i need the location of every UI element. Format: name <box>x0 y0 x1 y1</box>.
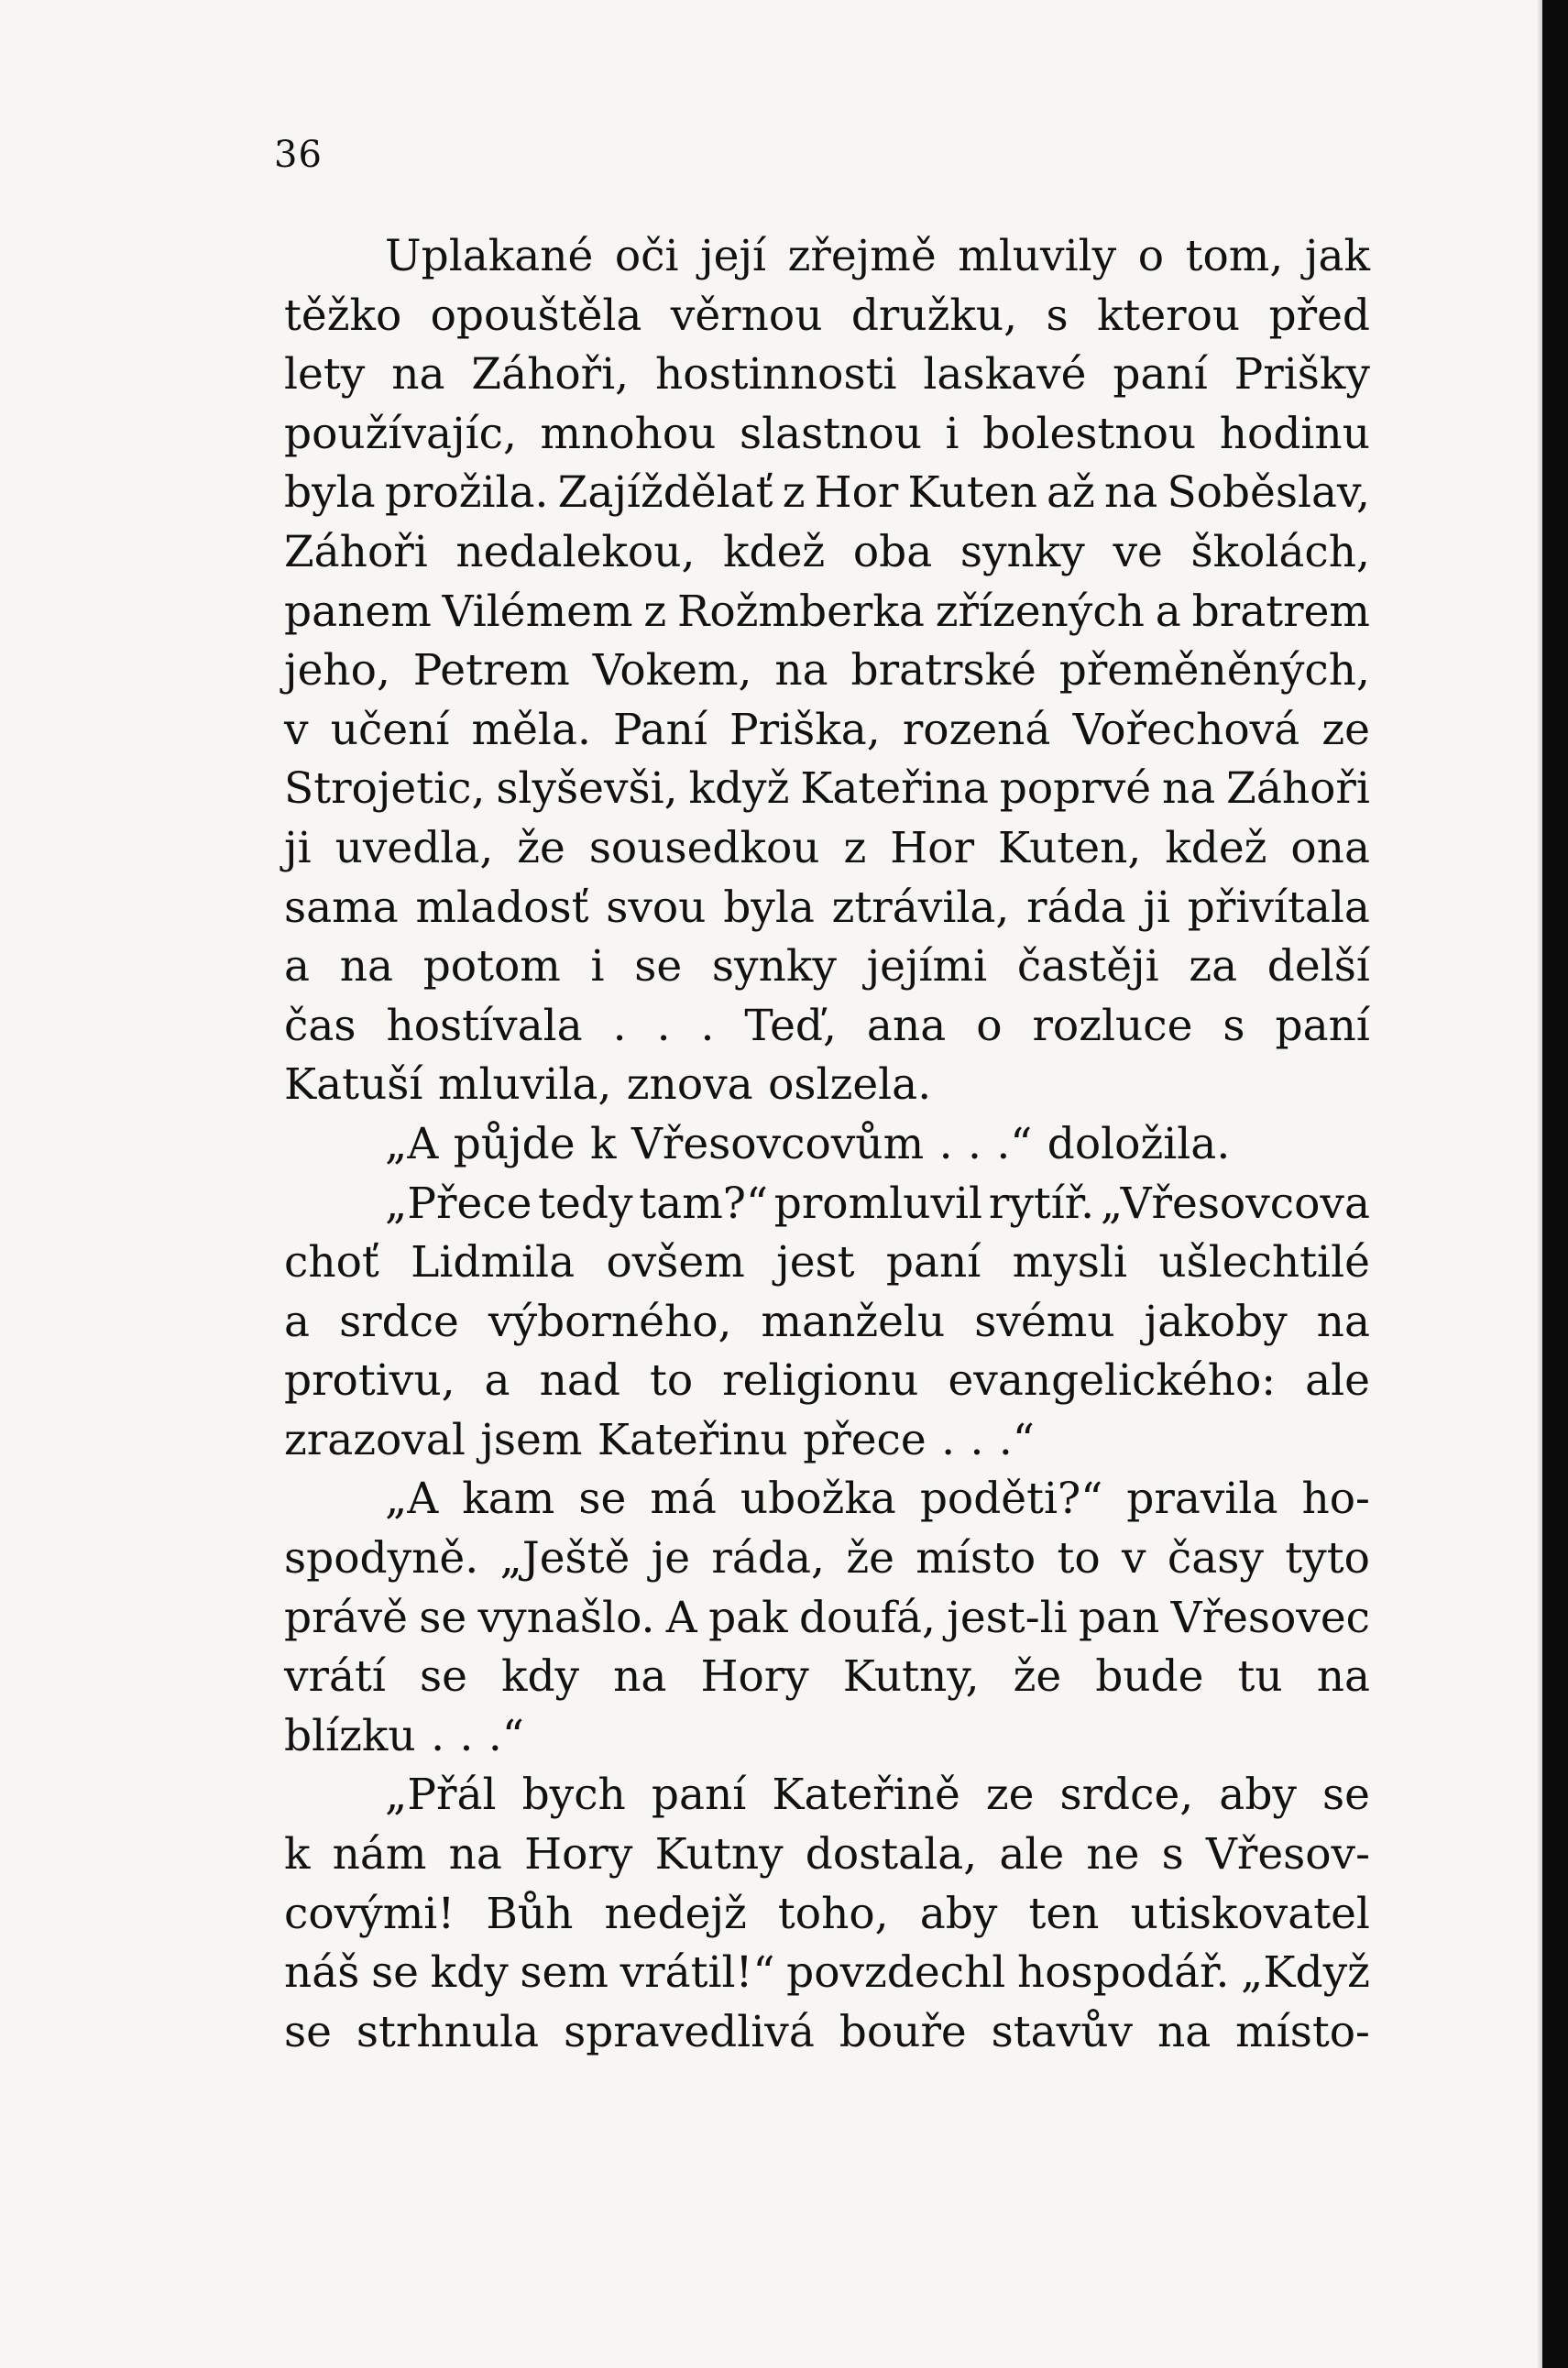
word: znova <box>626 1059 753 1111</box>
word: zřejmě <box>787 231 937 281</box>
word: jejími <box>866 941 988 992</box>
text-line <box>284 1944 1370 2003</box>
word: pravila <box>1126 1474 1278 1525</box>
word: před <box>1268 290 1370 341</box>
text-line <box>284 701 1370 761</box>
word: Záhoři, <box>471 349 630 400</box>
word: používajíc, <box>284 408 517 459</box>
word: Vřesov- <box>1205 1829 1370 1880</box>
word: „Vřesovcova <box>1100 1178 1370 1229</box>
word: Uplakané <box>385 231 594 281</box>
text-line <box>284 1411 1370 1471</box>
word: paní <box>1275 1000 1370 1051</box>
word: na <box>1157 2006 1212 2057</box>
word: synky <box>711 941 837 992</box>
word: náš <box>284 1947 360 1999</box>
word: kdy <box>500 1651 580 1703</box>
text-line <box>284 1470 1370 1529</box>
word: družku, <box>850 290 1018 341</box>
word: se <box>1322 1770 1370 1821</box>
word: bouře <box>839 2006 967 2057</box>
text-line <box>284 287 1370 346</box>
word: ne <box>1086 1829 1140 1880</box>
word: vrátil!“ <box>620 1947 775 1999</box>
word: Vřesovec <box>1170 1592 1370 1643</box>
word: s <box>1161 1829 1184 1880</box>
word: s <box>1223 1000 1245 1051</box>
word: ze <box>1321 704 1370 755</box>
word: Lidmila <box>411 1237 576 1288</box>
word: synky <box>959 526 1085 577</box>
word: . <box>938 1118 953 1169</box>
page-number: 36 <box>274 134 323 176</box>
word: mnohou <box>540 408 717 459</box>
word: ve <box>1113 526 1163 577</box>
text-line <box>284 1233 1370 1293</box>
word: na <box>1316 1296 1370 1347</box>
word: kdež <box>723 526 826 577</box>
text-line <box>284 997 1370 1057</box>
word: religionu <box>722 1355 919 1407</box>
text-line <box>284 1352 1370 1411</box>
text-line <box>284 1056 1370 1115</box>
word: těžko <box>284 290 402 341</box>
word: „Ještě <box>499 1533 630 1584</box>
word: na <box>1161 763 1216 815</box>
word: protivu, <box>284 1355 455 1407</box>
word: nedejž <box>604 1888 747 1939</box>
word: toho, <box>777 1888 889 1939</box>
word: v <box>1122 1533 1146 1584</box>
word: svému <box>974 1296 1115 1347</box>
word: slyševši, <box>496 763 678 815</box>
word: Kuten, <box>998 822 1142 873</box>
word: jakoby <box>1144 1296 1288 1347</box>
word: zřízených <box>935 586 1145 637</box>
word: „A <box>385 1474 439 1525</box>
word: .“ <box>996 1118 1033 1169</box>
word: Hory <box>524 1829 633 1880</box>
word: blízku <box>284 1710 416 1761</box>
word: aby <box>919 1888 998 1939</box>
word: utiskovatel <box>1130 1888 1370 1939</box>
word: jak <box>1304 231 1370 281</box>
word: kdy <box>430 1947 509 1999</box>
word: to <box>649 1355 694 1407</box>
word: opouštěla <box>430 290 642 341</box>
word: . <box>431 1710 445 1761</box>
word: mysli <box>1012 1237 1127 1288</box>
word: Záhoři <box>284 526 428 577</box>
word: A <box>665 1592 697 1643</box>
word: . <box>970 1414 984 1465</box>
word: na <box>339 941 394 992</box>
word: oslzela. <box>768 1059 932 1111</box>
word: uvedla, <box>334 822 494 873</box>
word: Vořechová <box>1072 704 1300 755</box>
word: o <box>976 1000 1003 1051</box>
text-line <box>284 1175 1370 1234</box>
word: má <box>650 1474 717 1525</box>
text-line <box>284 937 1370 997</box>
word: až <box>1047 467 1095 519</box>
word: byla <box>284 467 376 519</box>
word: laskavé <box>923 349 1087 400</box>
text-line <box>284 1885 1370 1945</box>
word: školách, <box>1190 526 1370 577</box>
text-line <box>284 819 1370 879</box>
word: delší <box>1266 941 1370 992</box>
word: bolestnou <box>982 408 1197 459</box>
word: povzdechl <box>786 1947 1006 1999</box>
text-line <box>284 1766 1370 1825</box>
word: sem <box>520 1947 609 1999</box>
word: Katuší <box>284 1059 423 1111</box>
word: bych <box>521 1770 626 1821</box>
word: jeho, <box>284 645 390 696</box>
word: potom <box>422 941 561 992</box>
word: věrnou <box>670 290 823 341</box>
word: ráda <box>1026 882 1126 933</box>
word: se <box>284 2006 332 2057</box>
text-line <box>284 227 1370 287</box>
word: ovšem <box>606 1237 745 1288</box>
word: místo- <box>1235 2006 1370 2057</box>
word: Kateřinu <box>597 1414 788 1465</box>
word: manželu <box>761 1296 946 1347</box>
word: tyto <box>1285 1533 1370 1584</box>
word: pan <box>1078 1592 1160 1643</box>
word: že <box>1013 1651 1062 1703</box>
text-line <box>284 760 1370 819</box>
word: se <box>420 1651 467 1703</box>
word: ztrávila, <box>831 882 1010 933</box>
word: zrazoval <box>284 1414 466 1465</box>
word: sama <box>284 882 399 933</box>
word: covými! <box>284 1888 455 1939</box>
word: z <box>643 586 667 637</box>
text-line <box>284 1648 1370 1707</box>
word: jest <box>776 1237 855 1288</box>
word: spodyně. <box>284 1533 479 1584</box>
word: prožila. <box>384 467 549 519</box>
word: učení <box>330 704 450 755</box>
word: vrátí <box>284 1651 386 1703</box>
word: Bůh <box>486 1888 574 1939</box>
word: Záhoři <box>1226 763 1370 815</box>
word: tu <box>1237 1651 1283 1703</box>
word: .“ <box>488 1710 524 1761</box>
word: „Přece <box>385 1178 532 1229</box>
word: výborného, <box>488 1296 732 1347</box>
text-line <box>284 1115 1370 1175</box>
word: mladosť <box>415 882 589 933</box>
word: . <box>700 1000 715 1051</box>
word: rytíř. <box>988 1178 1095 1229</box>
word: hodinu <box>1219 408 1370 459</box>
word: jest-li <box>947 1592 1068 1643</box>
word: Priška, <box>729 704 881 755</box>
word: hostinnosti <box>655 349 897 400</box>
word: měla. <box>471 704 591 755</box>
word: se <box>419 1592 467 1643</box>
word: kterou <box>1096 290 1241 341</box>
word: .“ <box>998 1414 1035 1465</box>
word: lety <box>284 349 366 400</box>
word: v <box>284 704 309 755</box>
word: stavův <box>991 2006 1134 2057</box>
word: tam?“ <box>639 1178 768 1229</box>
word: Kuten <box>907 467 1037 519</box>
word: Soběslav, <box>1167 467 1370 519</box>
word: je <box>651 1533 691 1584</box>
word: slastnou <box>739 408 922 459</box>
word: srdce <box>339 1296 459 1347</box>
word: svou <box>606 882 707 933</box>
word: oba <box>852 526 933 577</box>
text-line <box>284 1707 1370 1767</box>
word: Teď, <box>744 1000 837 1051</box>
word: ze <box>985 1770 1035 1821</box>
word: to <box>1057 1533 1101 1584</box>
word: i <box>590 941 605 992</box>
word: místo <box>916 1533 1036 1584</box>
word: se <box>578 1474 627 1525</box>
word: a <box>284 941 311 992</box>
word: srdce, <box>1059 1770 1194 1821</box>
word: evangelického: <box>948 1355 1277 1407</box>
word: i <box>945 408 959 459</box>
word: rozená <box>902 704 1051 755</box>
word: o <box>1137 231 1165 281</box>
text-line <box>284 641 1370 701</box>
word: na <box>1103 467 1158 519</box>
word: k <box>284 1829 311 1880</box>
word: choť <box>284 1237 379 1288</box>
word: ale <box>1305 1355 1370 1407</box>
text-line <box>284 1293 1370 1353</box>
word: ona <box>1290 822 1370 873</box>
word: mluvily <box>958 231 1117 281</box>
word: spravedlivá <box>564 2006 815 2057</box>
word: a <box>484 1355 510 1407</box>
text-line <box>284 1825 1370 1885</box>
word: hospodář. <box>1016 1947 1230 1999</box>
word: Vilémem <box>442 586 633 637</box>
word: na <box>774 645 828 696</box>
word: k <box>590 1118 617 1169</box>
word: za <box>1189 941 1238 992</box>
word: doložila. <box>1047 1118 1231 1169</box>
word: Hor <box>814 467 899 519</box>
word: z <box>843 822 867 873</box>
word: ana <box>866 1000 947 1051</box>
word: přece <box>803 1414 927 1465</box>
word: a <box>284 1296 311 1347</box>
word: ho- <box>1301 1474 1370 1525</box>
word: nedalekou, <box>455 526 696 577</box>
word: Strojetic, <box>284 763 486 815</box>
word: kam <box>462 1474 555 1525</box>
word: přeměněných, <box>1058 645 1370 696</box>
word: pak <box>708 1592 788 1643</box>
word: že <box>517 822 565 873</box>
word: ušlechtilé <box>1158 1237 1370 1288</box>
word: poděti?“ <box>919 1474 1103 1525</box>
word: ji <box>284 822 312 873</box>
word: „A <box>385 1118 439 1169</box>
word: když <box>688 763 790 815</box>
text-line <box>284 2003 1370 2063</box>
word: . <box>967 1118 981 1169</box>
word: Zajíždělať <box>557 467 773 519</box>
word: na <box>448 1829 502 1880</box>
word: časy <box>1167 1533 1264 1584</box>
word: Rožmberka <box>676 586 925 637</box>
word: dostala, <box>805 1829 978 1880</box>
word: Kateřině <box>772 1770 960 1821</box>
word: bude <box>1095 1651 1204 1703</box>
word: „Když <box>1241 1947 1370 1999</box>
word: kdež <box>1165 822 1267 873</box>
text-line <box>284 1589 1370 1649</box>
word: Prišky <box>1234 349 1370 400</box>
word: nám <box>332 1829 427 1880</box>
word: Petrem <box>412 645 570 696</box>
word: hostívala <box>386 1000 583 1051</box>
word: Kutny <box>654 1829 784 1880</box>
word: Hory <box>700 1651 809 1703</box>
word: panem <box>284 586 432 637</box>
word: ji <box>1143 882 1171 933</box>
word: na <box>391 349 445 400</box>
word: Kateřina <box>800 763 989 815</box>
word: z <box>782 467 806 519</box>
word: s <box>1046 290 1069 341</box>
word: jsem <box>480 1414 583 1465</box>
word: . <box>656 1000 671 1051</box>
word: „Přál <box>385 1770 497 1821</box>
word: Hor <box>890 822 975 873</box>
text-line <box>284 464 1370 523</box>
word: byla <box>723 882 815 933</box>
word: paní <box>651 1770 747 1821</box>
word: že <box>846 1533 894 1584</box>
word: sousedkou <box>588 822 820 873</box>
word: tom, <box>1185 231 1284 281</box>
word: se <box>371 1947 419 1999</box>
word: paní <box>885 1237 981 1288</box>
word: se <box>634 941 683 992</box>
word: Paní <box>613 704 707 755</box>
word: . <box>612 1000 627 1051</box>
word: čas <box>284 1000 356 1051</box>
word: promluvil <box>773 1178 983 1229</box>
word: ale <box>999 1829 1065 1880</box>
text-line <box>284 405 1370 465</box>
word: . <box>941 1414 956 1465</box>
word: doufá, <box>798 1592 936 1643</box>
word: Vokem, <box>592 645 752 696</box>
word: přivítala <box>1187 882 1370 933</box>
word: rozluce <box>1032 1000 1193 1051</box>
word: Vřesovcovům <box>630 1118 925 1169</box>
word: právě <box>284 1592 408 1643</box>
body-text <box>284 227 1370 2062</box>
word: tedy <box>538 1178 633 1229</box>
text-line <box>284 523 1370 583</box>
word: nad <box>539 1355 620 1407</box>
word: na <box>613 1651 667 1703</box>
word: půjde <box>453 1118 576 1169</box>
word: ubožka <box>740 1474 896 1525</box>
word: . <box>459 1710 474 1761</box>
page-edge-scan-border <box>1542 0 1568 2368</box>
text-line <box>284 879 1370 938</box>
word: aby <box>1219 1770 1297 1821</box>
word: oči <box>614 231 679 281</box>
word: a <box>1155 586 1181 637</box>
word: častěji <box>1016 941 1159 992</box>
word: paní <box>1113 349 1208 400</box>
text-line <box>284 583 1370 642</box>
word: strhnula <box>356 2006 540 2057</box>
word: vynašlo. <box>477 1592 655 1643</box>
word: ten <box>1028 1888 1100 1939</box>
word: na <box>1316 1651 1370 1703</box>
word: Kutny, <box>842 1651 980 1703</box>
word: poprvé <box>999 763 1152 815</box>
word: bratrské <box>850 645 1036 696</box>
word: její <box>700 231 767 281</box>
word: ráda, <box>711 1533 825 1584</box>
word: mluvila, <box>437 1059 612 1111</box>
word: bratrem <box>1191 586 1370 637</box>
text-line <box>284 1529 1370 1589</box>
text-line <box>284 345 1370 405</box>
